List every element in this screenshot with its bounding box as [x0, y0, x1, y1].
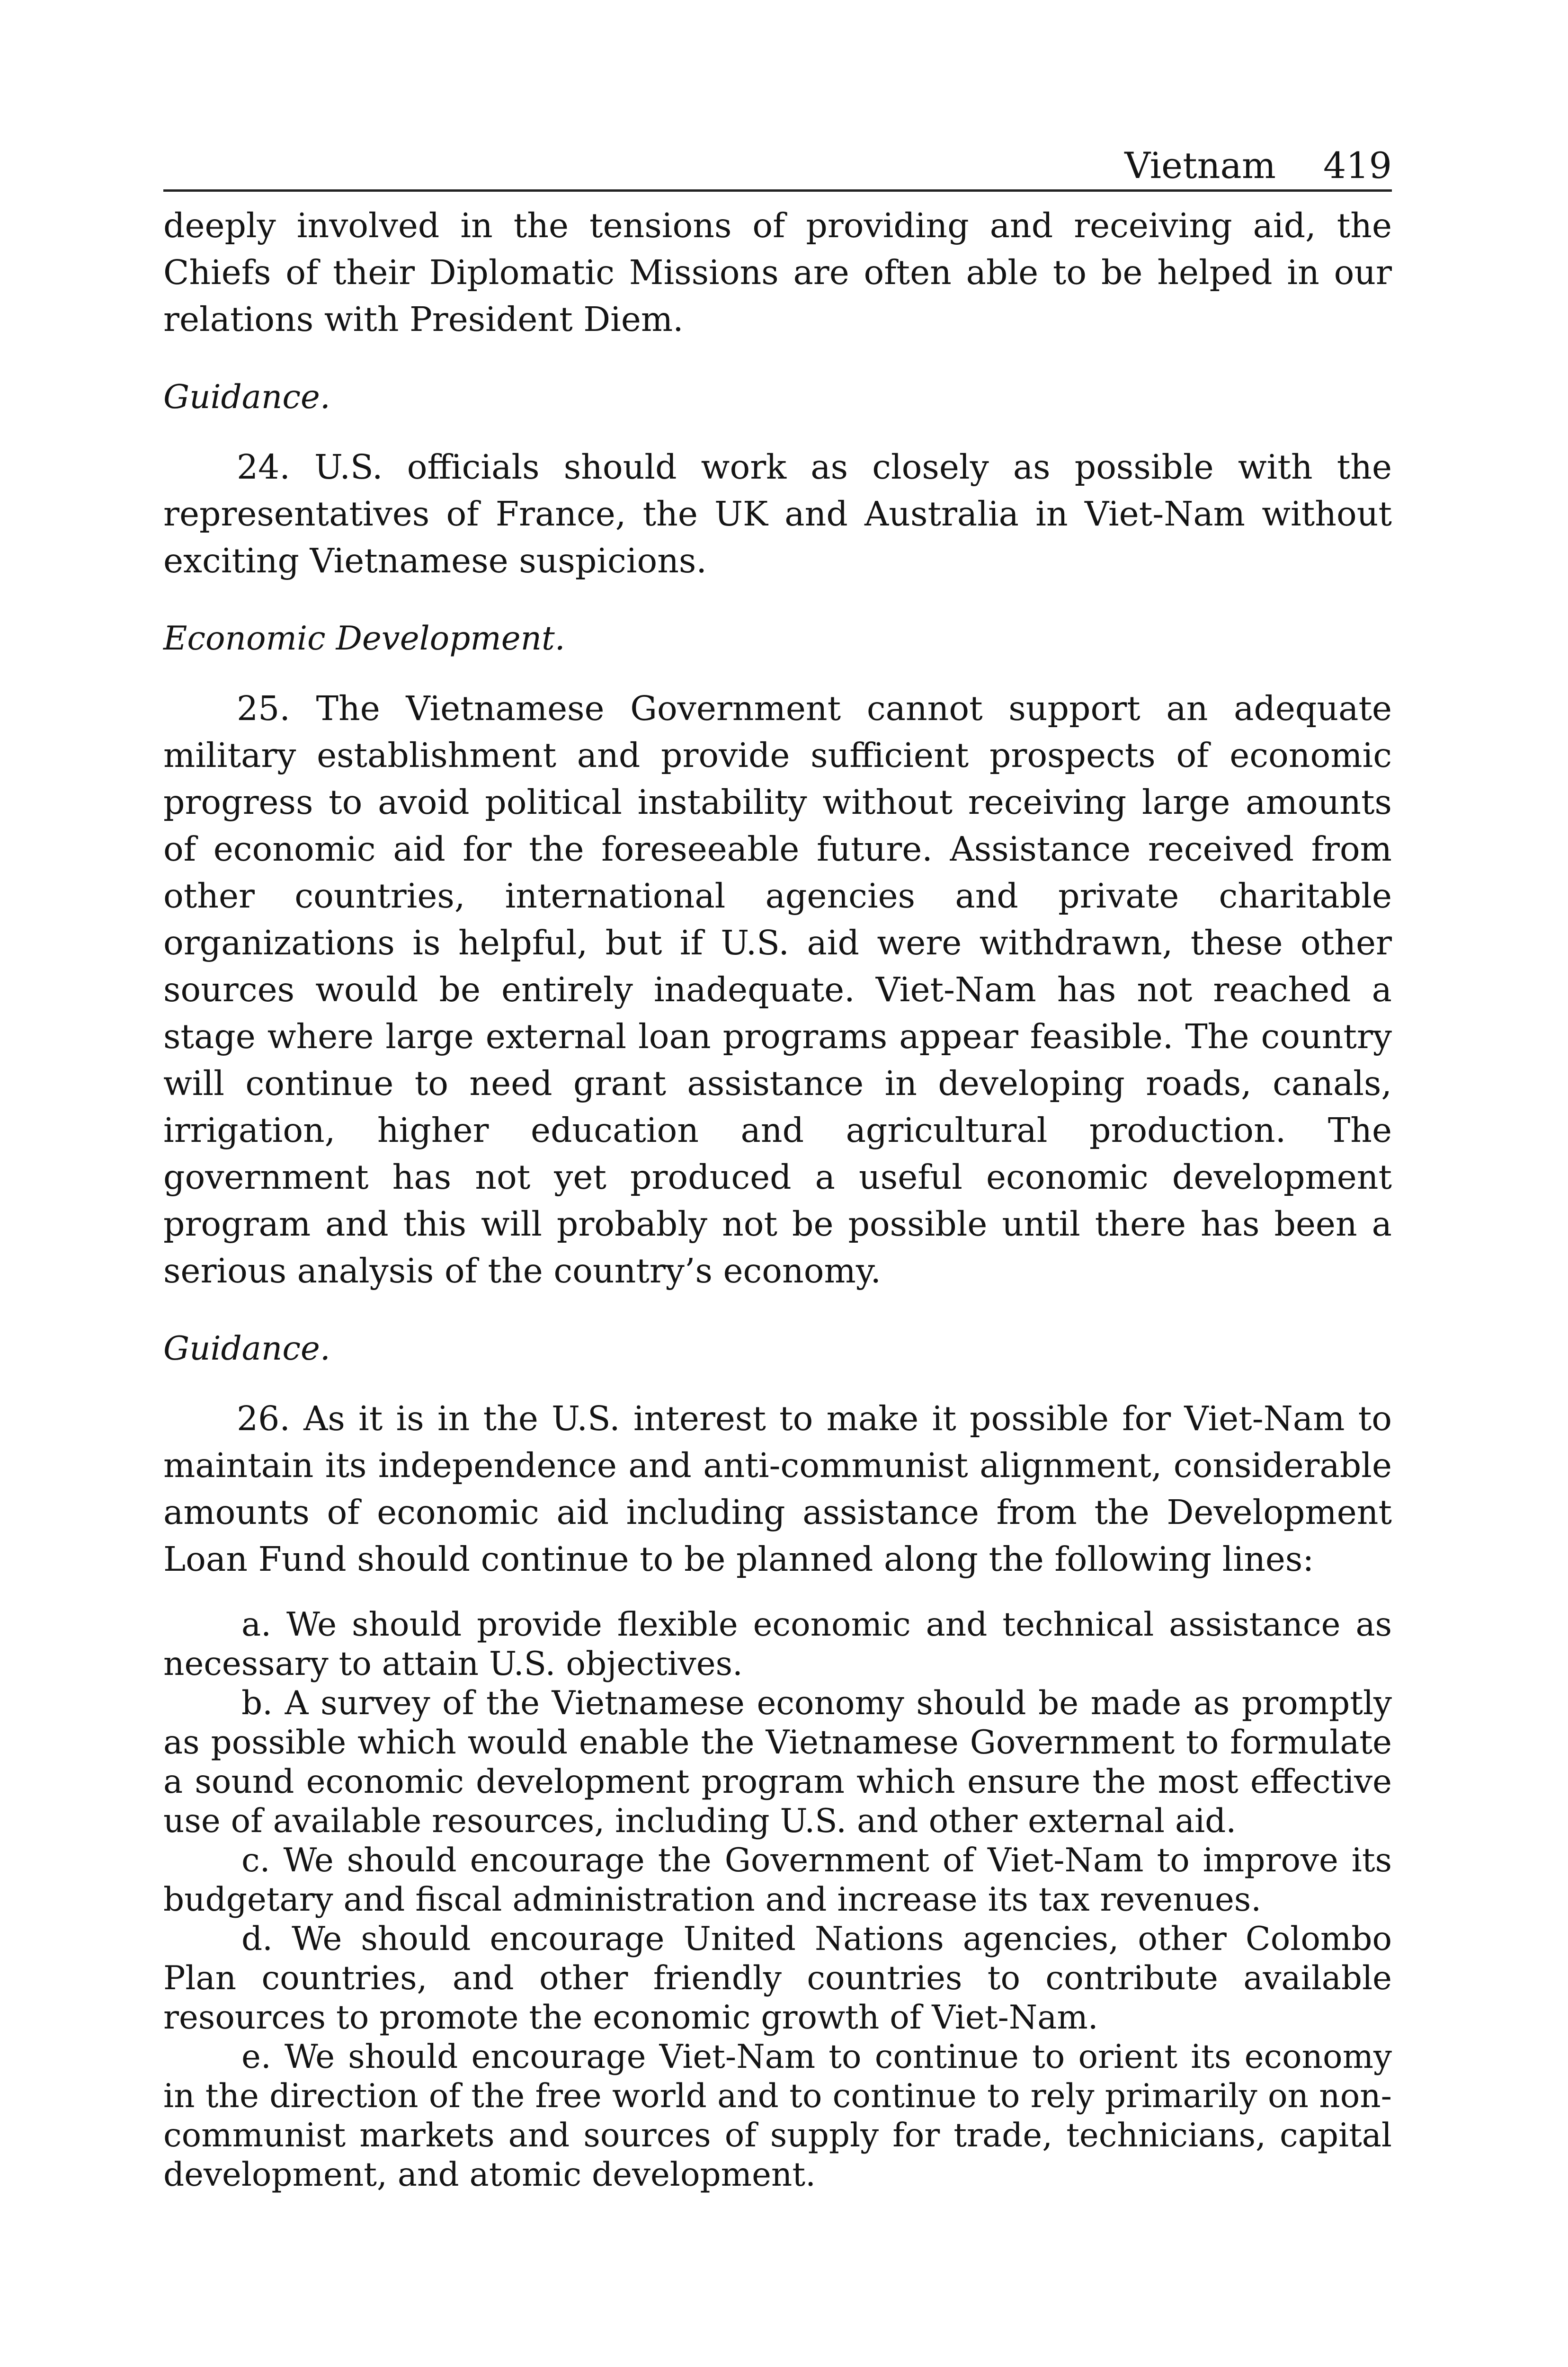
paragraph-continued: deeply involved in the tensions of providing and receiving aid, the Chiefs of their Diplomatic Missions are often able to be helped in our relations with President Diem.: [163, 206, 1392, 339]
heading-economic-development: Economic Development.: [163, 620, 565, 658]
paragraph-24: 24. U.S. officials should work as closely as possible with the representatives of France, the UK and Australia in Viet-Nam without exciting Vietnamese suspicions.: [163, 447, 1392, 580]
paragraph-25: 25. The Vietnamese Government cannot support an adequate military establishment and provide sufficient prospects of economic progress to avoid political instability without receiving large amounts of economic aid for the foreseeable future. Assistance received from other countries, international agencies and private charitable organizations is helpful, but if U.S. aid were withdrawn, these other sources would be entirely inadequate. Viet-Nam has not reached a stage where large external loan programs appear feasible. The country will continue to need grant assistance in developing roads, canals, irrigation, higher education and agricultural production. The government has not yet produced a useful economic development program and this will probably not be possible until there has been a serious analysis of the country’s economy.: [163, 689, 1392, 1290]
page-number: 419: [1323, 144, 1392, 187]
running-head: [163, 142, 1392, 192]
heading-guidance: Guidance.: [163, 1330, 330, 1368]
list-item-e: e. We should encourage Viet-Nam to continue to orient its economy in the direction of the free world and to continue to rely primarily on non-communist markets and sources of supply for trade, technicians, capital development, and atomic development.: [163, 2038, 1392, 2194]
list-item-b: b. A survey of the Vietnamese economy should be made as promptly as possible which would enable the Vietnamese Government to formulate a sound economic development program which ensure the most effective use of available resources, including U.S. and other external aid.: [163, 1684, 1392, 1840]
heading-guidance: Guidance.: [163, 378, 330, 416]
paragraph-26: 26. As it is in the U.S. interest to make it possible for Viet-Nam to maintain its independence and anti-communist alignment, considerable amounts of economic aid including assistance from the Development Loan Fund should continue to be planned along the following lines:: [163, 1399, 1392, 1579]
guidance-list: [163, 1605, 1392, 2195]
list-item-d: d. We should encourage United Nations agencies, other Colombo Plan countries, and other friendly countries to contribute available resources to promote the economic growth of Viet-Nam.: [163, 1920, 1392, 2037]
list-item-c: c. We should encourage the Government of Viet-Nam to improve its budgetary and fiscal administration and increase its tax revenues.: [163, 1842, 1392, 1919]
section-title: Vietnam: [1124, 144, 1276, 187]
list-item-a: a. We should provide flexible economic and technical assistance as necessary to attain U.S. objectives.: [163, 1606, 1392, 1683]
document-page: [163, 142, 1392, 2195]
